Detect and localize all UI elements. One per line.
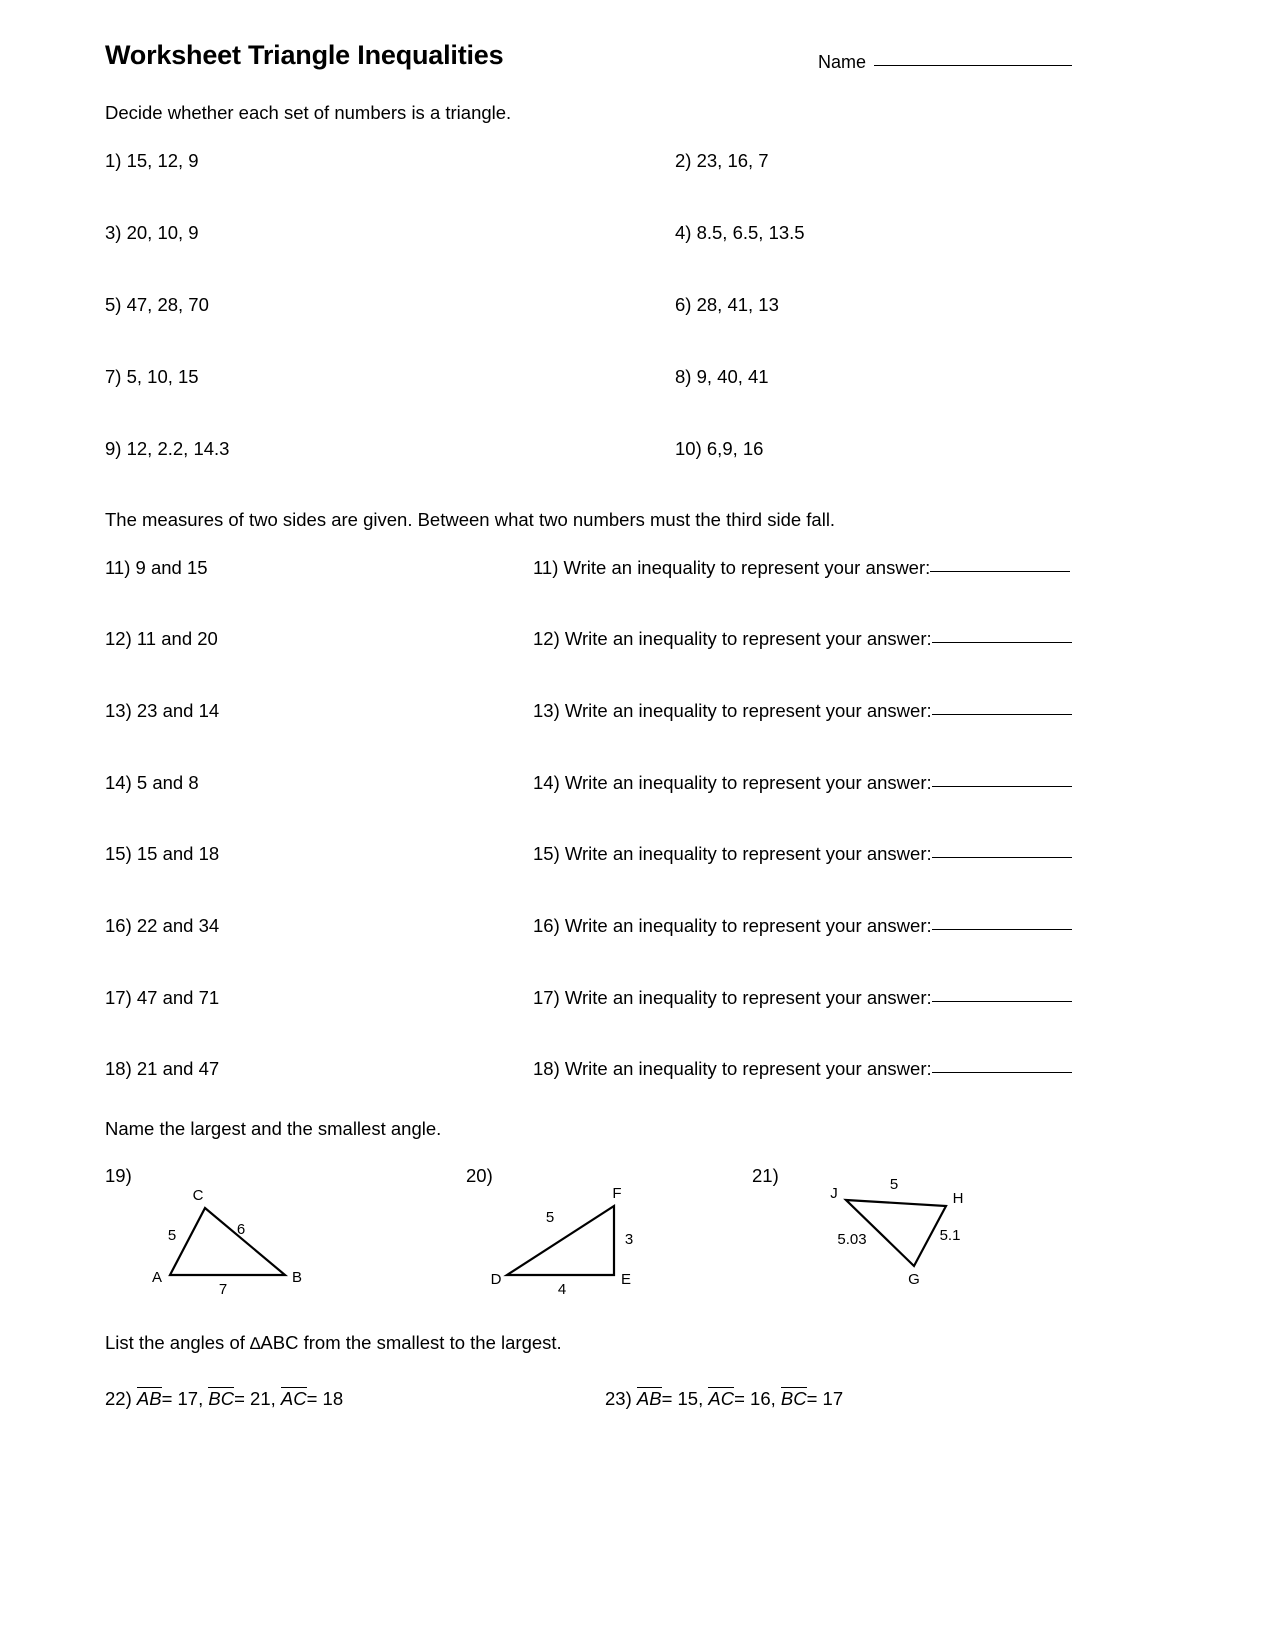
instruction-text-post: ABC from the smallest to the largest. <box>260 1332 562 1353</box>
problem-values: 28, 41, 13 <box>696 294 779 315</box>
figure-19-triangle-abc <box>145 1160 345 1298</box>
vertex-label-e: E <box>620 1271 632 1288</box>
side-label-cb: 6 <box>236 1221 246 1238</box>
answer-input-line[interactable] <box>930 571 1070 572</box>
problem-number: 11) <box>105 557 131 578</box>
triangle-symbol-icon: ∆ <box>250 1334 261 1353</box>
side-label-ac: 5 <box>167 1227 177 1244</box>
side-label-jh: 5 <box>889 1176 899 1193</box>
problem-13-answer <box>533 700 1072 722</box>
vertex-label-h: H <box>952 1190 964 1207</box>
instruction-third-side-range: The measures of two sides are given. Between what two numbers must the third side fall. <box>105 509 836 530</box>
answer-input-line[interactable] <box>932 786 1072 787</box>
figure-20-number: 20) <box>466 1165 493 1186</box>
segment-value: = 17 <box>806 1388 844 1409</box>
segment-value: = 21, <box>234 1388 276 1409</box>
vertex-label-f: F <box>612 1185 622 1202</box>
problem-values: 6,9, 16 <box>706 438 764 459</box>
problem-12-answer <box>533 628 1072 650</box>
segment-value: = 15, <box>661 1388 704 1409</box>
name-field-group <box>818 52 1072 73</box>
vertex-label-c: C <box>192 1187 204 1204</box>
problem-15-answer <box>533 843 1072 865</box>
problem-values: 8.5, 6.5, 13.5 <box>696 222 805 243</box>
side-label-jg: 5.03 <box>837 1231 867 1248</box>
problem-values: 9 and 15 <box>135 557 208 578</box>
answer-input-line[interactable] <box>932 1072 1072 1073</box>
problem-4 <box>675 222 805 244</box>
side-label-df: 5 <box>545 1209 555 1226</box>
problem-7 <box>105 366 199 388</box>
segment-value: = 16, <box>734 1388 776 1409</box>
answer-input-line[interactable] <box>932 857 1072 858</box>
problem-number: 2) <box>675 150 692 171</box>
problem-values: 12, 2.2, 14.3 <box>126 438 230 459</box>
problem-11-answer <box>533 557 1070 579</box>
problem-15-given <box>105 843 219 865</box>
segment-value: = 18 <box>306 1388 344 1409</box>
problem-values: 5, 10, 15 <box>126 366 199 387</box>
name-label: Name <box>818 52 867 72</box>
answer-prompt: 14) Write an inequality to represent your answer: <box>533 772 932 793</box>
problem-number: 7) <box>105 366 122 387</box>
segment-label: AB <box>636 1388 662 1409</box>
problem-16-given <box>105 915 219 937</box>
answer-prompt: 17) Write an inequality to represent your answer: <box>533 987 932 1008</box>
problem-number: 18) <box>105 1058 132 1079</box>
problem-values: 20, 10, 9 <box>126 222 199 243</box>
triangle-def-svg <box>490 1160 682 1298</box>
problem-8 <box>675 366 769 388</box>
answer-input-line[interactable] <box>932 714 1072 715</box>
figure-20-triangle-def <box>490 1160 682 1298</box>
problem-number: 5) <box>105 294 122 315</box>
problem-12-given <box>105 628 218 650</box>
problem-number: 17) <box>105 987 132 1008</box>
vertex-label-a: A <box>151 1269 163 1286</box>
instruction-name-angles: Name the largest and the smallest angle. <box>105 1118 442 1139</box>
vertex-label-j: J <box>830 1185 838 1202</box>
figure-21-number: 21) <box>752 1165 779 1186</box>
problem-values: 11 and 20 <box>136 628 218 649</box>
problem-values: 9, 40, 41 <box>696 366 769 387</box>
instruction-list-angles <box>105 1332 562 1354</box>
problem-number: 16) <box>105 915 132 936</box>
side-label-fe: 3 <box>624 1231 634 1248</box>
problem-values: 5 and 8 <box>136 772 199 793</box>
segment-label: BC <box>208 1388 235 1409</box>
problem-number: 9) <box>105 438 122 459</box>
problem-18-answer <box>533 1058 1072 1080</box>
instruction-decide-triangle: Decide whether each set of numbers is a triangle. <box>105 102 512 123</box>
answer-prompt: 16) Write an inequality to represent your answer: <box>533 915 932 936</box>
side-label-hg: 5.1 <box>939 1227 961 1244</box>
problem-number: 1) <box>105 150 122 171</box>
triangle-def-outline <box>507 1206 614 1275</box>
problem-number: 22) <box>105 1388 132 1409</box>
problem-number: 12) <box>105 628 132 649</box>
answer-prompt: 18) Write an inequality to represent your answer: <box>533 1058 932 1079</box>
problem-values: 22 and 34 <box>136 915 220 936</box>
answer-input-line[interactable] <box>932 642 1072 643</box>
problem-16-answer <box>533 915 1072 937</box>
figure-21-triangle-jhg <box>822 1172 1002 1302</box>
problem-11-given <box>105 557 208 579</box>
problem-5 <box>105 294 209 316</box>
name-input-line[interactable] <box>874 65 1072 66</box>
problem-values: 23 and 14 <box>136 700 220 721</box>
side-label-de: 4 <box>557 1281 567 1298</box>
segment-label: AB <box>136 1388 162 1409</box>
problem-10 <box>675 438 763 460</box>
segment-value: = 17, <box>161 1388 204 1409</box>
problem-number: 8) <box>675 366 692 387</box>
side-label-ab: 7 <box>218 1281 228 1298</box>
problem-number: 10) <box>675 438 702 459</box>
triangle-jhg-svg <box>822 1172 1002 1302</box>
triangle-abc-outline <box>167 1208 285 1275</box>
problem-6 <box>675 294 779 316</box>
problem-3 <box>105 222 199 244</box>
figure-19-number: 19) <box>105 1165 132 1186</box>
answer-prompt: 12) Write an inequality to represent your answer: <box>533 628 932 649</box>
problem-values: 23, 16, 7 <box>696 150 769 171</box>
segment-label: AC <box>280 1388 307 1409</box>
problem-values: 15, 12, 9 <box>126 150 199 171</box>
problem-number: 13) <box>105 700 132 721</box>
problem-values: 15 and 18 <box>136 843 220 864</box>
problem-13-given <box>105 700 219 722</box>
vertex-label-g: G <box>908 1271 920 1288</box>
problem-number: 3) <box>105 222 122 243</box>
problem-2 <box>675 150 769 172</box>
vertex-label-b: B <box>291 1269 303 1286</box>
problem-18-given <box>105 1058 219 1080</box>
answer-prompt: 13) Write an inequality to represent your answer: <box>533 700 932 721</box>
problem-values: 47 and 71 <box>136 987 220 1008</box>
problem-1 <box>105 150 199 172</box>
problem-23 <box>605 1387 843 1410</box>
segment-label: AC <box>708 1388 735 1409</box>
vertex-label-d: D <box>490 1271 502 1288</box>
problem-values: 47, 28, 70 <box>126 294 209 315</box>
answer-input-line[interactable] <box>932 929 1072 930</box>
problem-9 <box>105 438 229 460</box>
problem-number: 15) <box>105 843 132 864</box>
answer-input-line[interactable] <box>932 1001 1072 1002</box>
problem-22 <box>105 1387 343 1410</box>
problem-17-answer <box>533 987 1072 1009</box>
segment-label: BC <box>780 1388 807 1409</box>
problem-14-given <box>105 772 199 794</box>
instruction-text-pre: List the angles of <box>105 1332 245 1353</box>
problem-number: 4) <box>675 222 692 243</box>
triangle-abc-svg <box>145 1160 345 1298</box>
problem-14-answer <box>533 772 1072 794</box>
problem-number: 6) <box>675 294 692 315</box>
problem-number: 14) <box>105 772 132 793</box>
problem-values: 21 and 47 <box>136 1058 220 1079</box>
problem-17-given <box>105 987 219 1009</box>
page-title: Worksheet Triangle Inequalities <box>105 40 504 70</box>
answer-prompt: 11) Write an inequality to represent your answer: <box>533 557 931 578</box>
answer-prompt: 15) Write an inequality to represent your answer: <box>533 843 932 864</box>
problem-number: 23) <box>605 1388 632 1409</box>
